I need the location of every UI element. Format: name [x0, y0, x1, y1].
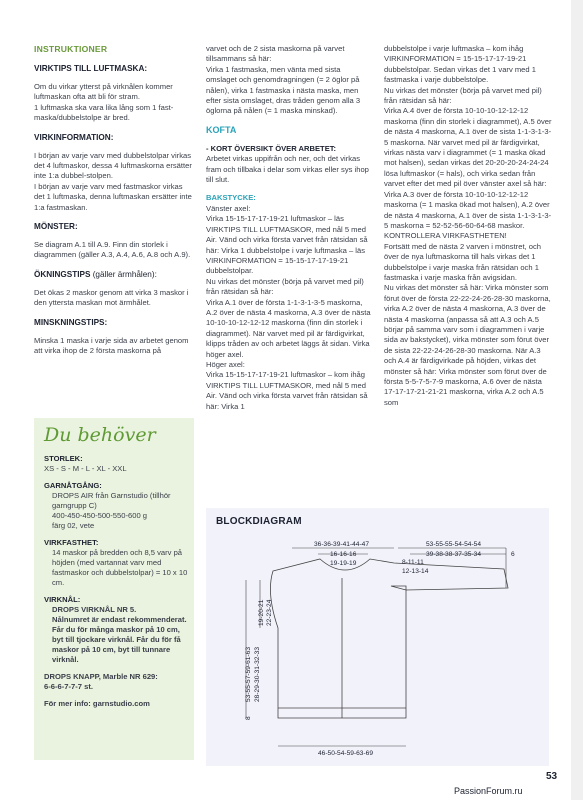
materials-content: [44, 454, 189, 716]
page-number: 53: [546, 771, 558, 782]
shoulder-label-2: 12-13-14: [402, 568, 429, 575]
sleeve-width-label: 39-38-38-37-35-34: [426, 551, 481, 558]
increase-tip-note: (gäller ärmhålen):: [90, 269, 157, 279]
kofta-heading: KOFTA: [206, 124, 237, 135]
armhole-label-1: 19-20-21: [258, 599, 265, 626]
crochet-info-text-1: I början av varje varv med dubbelstolpar virkas det 4 luftmaskor, dessa 4 luftmaskorna ersätter inte 1:a dubbel-stolpen.: [34, 150, 192, 181]
instructions-title: INSTRUKTIONER: [34, 44, 108, 54]
block-diagram: [206, 508, 549, 766]
increase-tip-title: ÖKNINGSTIPS: [34, 269, 91, 279]
bottom-width-label: 46-50-54-59-63-69: [318, 750, 373, 757]
hook-heading: VIRKNÅL:: [44, 595, 81, 604]
overview-heading: - KORT ÖVERSIKT ÖVER ARBETET:: [206, 143, 337, 153]
decrease-tip-text: Minska 1 maska i varje sida av arbetet genom att virka ihop de 2 första maskorna på: [34, 335, 189, 356]
button-text: DROPS KNAPP, Marble NR 629: 6-6-6-7-7-7 st.: [44, 672, 158, 691]
crochet-tip-heading: VIRKTIPS TILL LUFTMASKA:: [34, 64, 148, 73]
shoulder-label-1: 8-11-11: [402, 559, 424, 566]
body-length-label: 28-29-30-31-32-33: [254, 647, 261, 702]
neck-width-label: 16-16-16: [330, 551, 357, 558]
increase-tip-text: Det ökas 2 maskor genom att virka 3 maskor i den yttersta maskan mot ärmhålet.: [34, 287, 189, 308]
hook-text: DROPS VIRKNÅL NR 5. Nålnumret är endast rekommenderat. Får du för många maskor på 10 cm, byt till tjockare virknål. Får du för få maskor på 10 cm, byt till tunnare virknål.: [52, 605, 187, 664]
pattern-text: Se diagram A.1 till A.9. Finn din storlek i diagrammen (gäller A.3, A.4, A.6, A.8 och A.9).: [34, 240, 191, 260]
size-heading: STORLEK:: [44, 454, 83, 463]
overview-text: Arbetet virkas uppifrån och ner, och det virkas fram och tillbaka i delar som virkas eller sys ihop till slut.: [206, 154, 369, 185]
page-edge: [571, 0, 583, 800]
edge-label: 8: [245, 716, 252, 720]
garment-outline: [270, 559, 508, 718]
gauge-text: 14 maskor på bredden och 8,5 varv på höjden (med vartannat varv med fastmaskor och dubbelstolpar) = 10 x 10 cm.: [52, 548, 188, 587]
back-piece-heading: BAKSTYCKE:: [206, 193, 256, 203]
crochet-info-heading: VIRKINFORMATION:: [34, 132, 114, 142]
decrease-continued-text: varvet och de 2 sista maskorna på varvet tillsammans så här: Virka 1 fastmaska, men vänta med sista omslaget och genomdragningen (= 2 öglor på nålen), virka 1 fastmaska i nästa maska, men efter sista omslaget, dras tråden genom alla 3 öglorna på nålen (= 1 maska minskad).: [206, 44, 361, 116]
instructions-column: [34, 44, 194, 365]
garment-schematic: [206, 508, 549, 766]
neck-depth-label: 19-19-19: [330, 560, 357, 567]
continued-text: dubbelstolpe i varje luftmaska – kom ihåg VIRKINFORMATION = 15-15-17-17-19-21 dubbelstolpar. Sedan virkas det 1 varv med 1 fastmaska i varje dubbelstolpe. Nu virkas det mönster (börja på varvet med pil) från rätsidan så här: Virka A.4 över de första 10-10-10-12-12-12 maskorna (finn din storlek i diagrammet), A.5 över de nästa 4 maskorna, A.1 över de sista 1-1-3-1-3-5 maskorna. När varvet med pil är färdigvirkat, virkas nästa varv i diagrammet (= 1 maska ökad mot halsen), sedan virkas det 20-20-20-24-24-24 lösa luftmaskor (= hals), och virka sedan från varvet efter det med pil över vänster axel så här: Virka A.3 över de första 10-10-10-12-12-12 maskorna (= 1 maska ökad mot halsen), A.2 över de nästa 4 maskorna, A.1 över de sista 1-1-3-1-3-5 maskorna = 52-52-56-60-64-68 maskor. KONTROLLERA VIRKFASTHETEN! Fortsätt med de nästa 2 varven i mönstret, och över de nya luftmaskorna till hals virkas det 1 dubbelstolpe i varje maska från rätsidan och 1 fastmaska i varje maska från avigsidan. Nu virkas det mönster så här: Virka mönster som förut över de första 22-22-24-26-28-30 maskorna, virka A.2 över de nästa 4 maskorna, A.3 över de nästa 4 maskorna (anpassa så att A.3 och A.5 börjar på samma varv som i diagrammen i varje sida av bakstycket), virka mönster som förut över de sista 22-22-24-26-28-30 maskorna. När A.3 och A.4 är färdigvirkade på höjden, virkas det mönster så här: Virka mönster som förut över de första 5-5-7-5-7-9 maskorna, A.6 över de nästa 17-17-17-21-21-21 maskorna, virka A.2 och A.5 som: [384, 44, 552, 407]
size-text: XS - S - M - L - XL - XXL: [44, 464, 127, 473]
width-top-label: 36-36-39-41-44-47: [314, 541, 369, 548]
back-piece-text: Vänster axel: Virka 15-15-17-17-19-21 luftmaskor – läs VIRKTIPS TILL LUFTMASKOR, med nål 5 med Air. Vänd och virka första varvet från rätsidan så här: Virka 1 dubbelstolpe i varje luftmaska – läs VIRKINFORMATION = 15-15-17-17-19-21 dubbelstolpar. Nu virkas det mönster (börja på varvet med pil) från rätsidan så här: Virka A.1 över de första 1-1-3-1-3-5 maskorna, A.2 över de nästa 4 maskorna, A.3 över de nästa 10-10-10-12-12-12 maskorna (finn din storlek i diagrammet). När varvet med pil är färdigvirkat, klipps tråden av och arbetet läggs åt sidan. Virka höger axel. Höger axel: Virka 15-15-17-17-19-21 luftmaskor – kom ihåg VIRKTIPS TILL LUFTMASKOR, med nål 5 med Air. Vänd och virka första varvet från rätsidan så här: Virka 1: [206, 203, 371, 411]
yarn-text: DROPS AIR från Garnstudio (tillhör garngrupp C) 400-450-450-500-550-600 g färg 02, vete: [52, 491, 171, 530]
sleeve-length-label: 53-55-55-54-54-54: [426, 541, 481, 548]
continued-column: [384, 44, 552, 416]
yarn-heading: GARNÅTGÅNG:: [44, 481, 102, 490]
armhole-label-2: 22-23-24: [266, 599, 273, 626]
cuff-label: 6: [511, 551, 515, 558]
block-diagram-title: BLOCKDIAGRAM: [216, 516, 302, 527]
watermark: PassionForum.ru: [454, 786, 523, 796]
crochet-info-text-2: I början av varje varv med fastmaskor virkas det 1 luftmaska, denna luftmaskan ersätter inte 1:a fastmaskan.: [34, 181, 192, 212]
materials-title: Du behöver: [44, 424, 156, 446]
gauge-heading: VIRKFASTHET:: [44, 538, 99, 547]
more-info-text: För mer info: garnstudio.com: [44, 699, 150, 708]
increase-tip-heading: [34, 269, 194, 280]
kofta-column: [206, 44, 371, 420]
decrease-tip-heading: MINSKNINGSTIPS:: [34, 317, 108, 327]
materials-box: [34, 418, 194, 760]
crochet-tip-text: Om du virkar ytterst på virknålen kommer luftmaskan ofta att bli för stram. 1 luftmaska ska vara lika lång som 1 fast-maska/dubbelstolpe är bred.: [34, 82, 174, 123]
pattern-heading: MÖNSTER:: [34, 222, 78, 232]
length-label: 53-55-57-59-61-63: [245, 647, 252, 702]
